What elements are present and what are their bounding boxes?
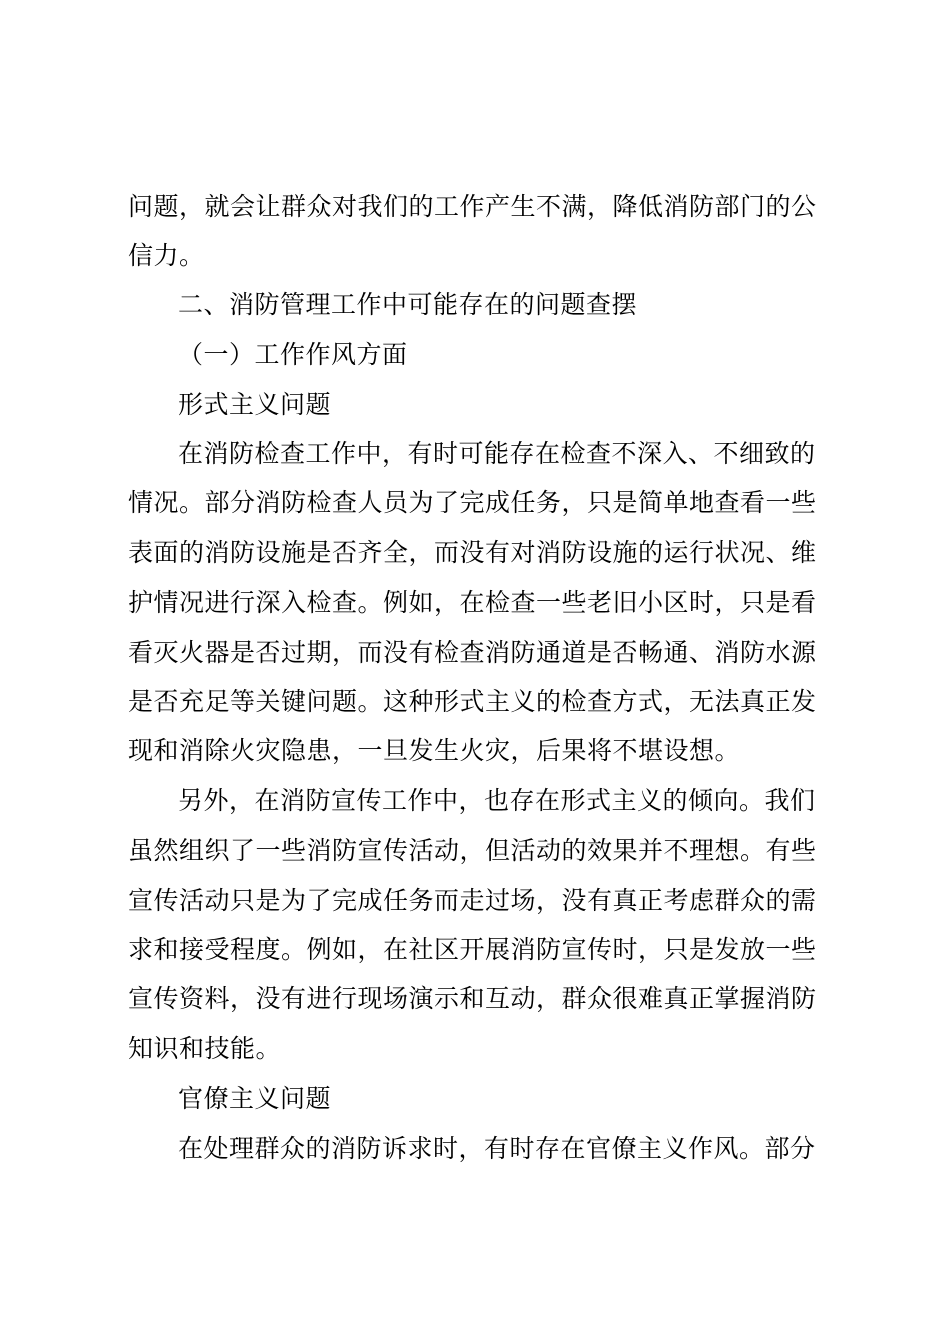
- section-heading: 二、消防管理工作中可能存在的问题查摆: [178, 290, 638, 319]
- topic-heading: 官僚主义问题: [178, 1084, 332, 1113]
- topic-heading: 形式主义问题: [178, 390, 332, 419]
- text-line: 看灭火器是否过期，而没有检查消防通道是否畅通、消防水源: [128, 638, 817, 667]
- text-line: 情况。部分消防检查人员为了完成任务，只是简单地查看一些: [128, 488, 817, 517]
- paragraph-start: 在消防检查工作中，有时可能存在检查不深入、不细致的: [178, 439, 816, 468]
- subsection-heading: （一）工作作风方面: [178, 340, 408, 369]
- text-line: 表面的消防设施是否齐全，而没有对消防设施的运行状况、维: [128, 538, 817, 567]
- text-line: 虽然组织了一些消防宣传活动，但活动的效果并不理想。有些: [128, 836, 817, 865]
- text-line: 宣传资料，没有进行现场演示和互动，群众很难真正掌握消防: [128, 984, 817, 1013]
- text-line: 求和接受程度。例如，在社区开展消防宣传时，只是发放一些: [128, 935, 817, 964]
- paragraph-start: 在处理群众的消防诉求时，有时存在官僚主义作风。部分: [178, 1134, 816, 1163]
- paragraph-start: 另外，在消防宣传工作中，也存在形式主义的倾向。我们: [178, 786, 816, 815]
- text-line: 宣传活动只是为了完成任务而走过场，没有真正考虑群众的需: [128, 886, 817, 915]
- text-line: 信力。: [128, 241, 205, 270]
- text-line: 知识和技能。: [128, 1034, 282, 1063]
- text-line: 是否充足等关键问题。这种形式主义的检查方式，无法真正发: [128, 687, 817, 716]
- text-line: 问题，就会让群众对我们的工作产生不满，降低消防部门的公: [128, 192, 817, 221]
- text-line: 现和消除火灾隐患，一旦发生火灾，后果将不堪设想。: [128, 736, 741, 765]
- text-line: 护情况进行深入检查。例如，在检查一些老旧小区时，只是看: [128, 588, 817, 617]
